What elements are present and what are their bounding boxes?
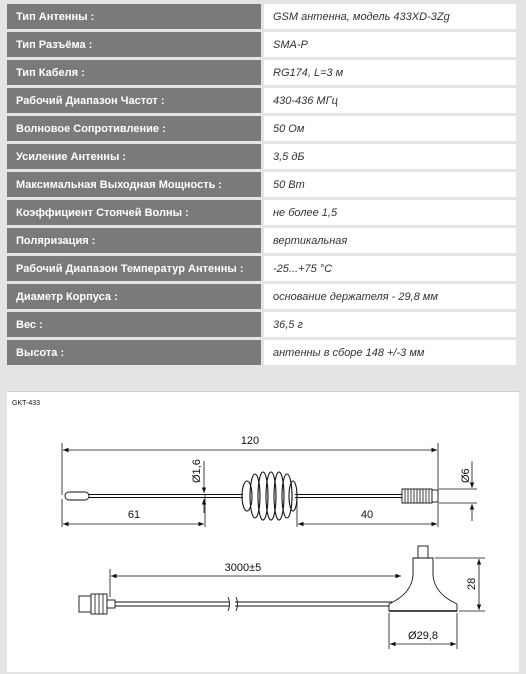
spec-label: Вес :: [7, 312, 264, 337]
spec-value: -25...+75 °С: [264, 256, 516, 281]
spec-label: Рабочий Диапазон Частот :: [7, 88, 264, 113]
table-row: [7, 200, 516, 225]
dim-cable-length: 3000±5: [224, 562, 262, 574]
table-row: [7, 228, 516, 253]
spec-label: Максимальная Выходная Мощность :: [7, 172, 264, 197]
table-row: [7, 88, 516, 113]
drawing-code: GKT-433: [12, 400, 41, 407]
table-row: [7, 60, 516, 85]
table-row: [7, 116, 516, 141]
spec-label: Высота :: [7, 340, 264, 365]
antenna-whip-drawing: [62, 435, 477, 527]
spec-value: GSM антенна, модель 433XD-3Zg: [264, 4, 516, 29]
dim-wire-diameter: Ø1,6: [191, 459, 203, 483]
dim-left-section: 61: [127, 509, 141, 521]
technical-drawing: [7, 391, 519, 671]
spec-label: Усиление Антенны :: [7, 144, 264, 169]
spec-value: 3,5 дБ: [264, 144, 516, 169]
table-row: [7, 32, 516, 57]
spec-label: Тип Кабеля :: [7, 60, 264, 85]
spec-label: Рабочий Диапазон Температур Антенны :: [7, 256, 264, 281]
spec-label: Поляризация :: [7, 228, 264, 253]
dim-right-section: 40: [360, 509, 374, 521]
dim-tip-diameter: Ø6: [460, 468, 472, 483]
table-row: [7, 4, 516, 29]
cable-assembly-drawing: [79, 546, 485, 649]
table-row: [7, 172, 516, 197]
dim-base-height: 28: [466, 577, 478, 590]
spec-value: вертикальная: [264, 228, 516, 253]
dim-total-length: 120: [240, 435, 260, 447]
spec-value: 36,5 г: [264, 312, 516, 337]
spec-value: SMA-P: [264, 32, 516, 57]
table-row: [7, 256, 516, 281]
spec-value: 50 Ом: [264, 116, 516, 141]
spec-value: RG174, L=3 м: [264, 60, 516, 85]
spec-label: Тип Разъёма :: [7, 32, 264, 57]
spec-value: 50 Вт: [264, 172, 516, 197]
spec-label: Коэффициент Стоячей Волны :: [7, 200, 264, 225]
spec-value: основание держателя - 29,8 мм: [264, 284, 516, 309]
table-row: [7, 144, 516, 169]
dim-base-diameter: Ø29,8: [408, 630, 438, 642]
spec-value: не более 1,5: [264, 200, 516, 225]
spec-label: Тип Антенны :: [7, 4, 264, 29]
spec-label: Волновое Сопротивление :: [7, 116, 264, 141]
table-row: [7, 340, 516, 365]
spec-table: [7, 1, 516, 368]
table-row: [7, 284, 516, 309]
spec-label: Диаметр Корпуса :: [7, 284, 264, 309]
spec-value: 430-436 МГц: [264, 88, 516, 113]
spec-value: антенны в сборе 148 +/-3 мм: [264, 340, 516, 365]
table-row: [7, 312, 516, 337]
